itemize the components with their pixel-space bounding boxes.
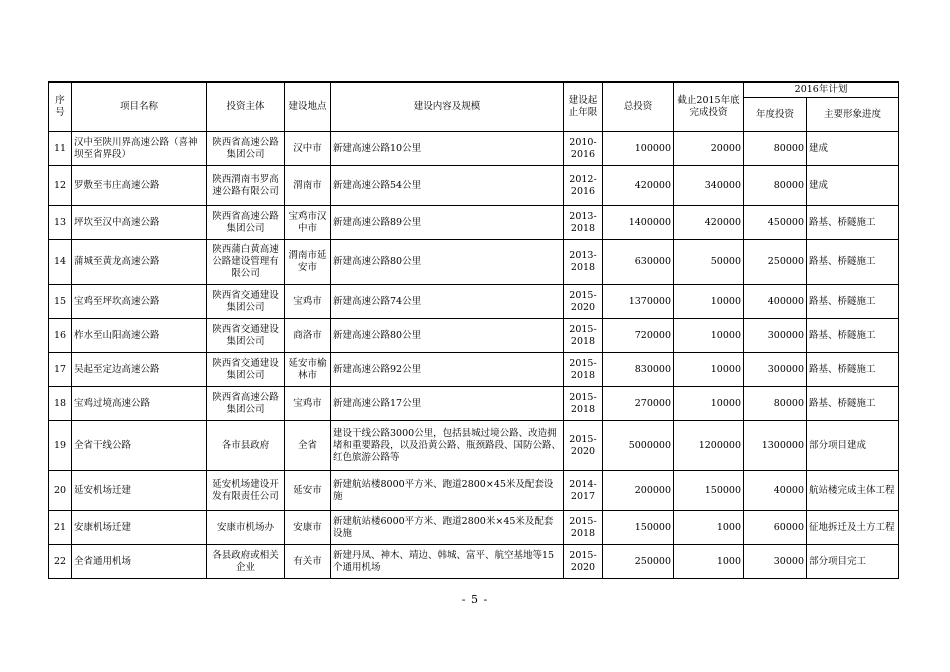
cell-total-investment: 1370000: [603, 285, 674, 319]
cell-annual-investment: 1300000: [744, 421, 807, 471]
cell-completed-investment: 1000: [674, 511, 744, 545]
cell-project-name: 吴起至定边高速公路: [72, 353, 207, 387]
table-row: [49, 511, 899, 545]
cell-period: 2015-2020: [564, 285, 603, 319]
cell-investor: 陕西蒲白黄高速公路建设管理有限公司: [207, 240, 285, 285]
cell-progress: 部分项目完工: [807, 545, 899, 579]
cell-annual-investment: 400000: [744, 285, 807, 319]
cell-content: 新建高速公路80公里: [331, 319, 564, 353]
cell-completed-investment: 10000: [674, 353, 744, 387]
cell-investor: 陕西省交通建设集团公司: [207, 319, 285, 353]
cell-total-investment: 150000: [603, 511, 674, 545]
cell-seq: 16: [49, 319, 72, 353]
cell-location: 宝鸡市汉中市: [285, 206, 331, 240]
cell-annual-investment: 450000: [744, 206, 807, 240]
cell-completed-investment: 1000: [674, 545, 744, 579]
cell-content: 新建高速公路80公里: [331, 240, 564, 285]
cell-project-name: 宝鸡至坪坎高速公路: [72, 285, 207, 319]
cell-location: 延安市榆林市: [285, 353, 331, 387]
cell-annual-investment: 40000: [744, 471, 807, 511]
cell-seq: 11: [49, 132, 72, 166]
cell-progress: 建成: [807, 132, 899, 166]
cell-project-name: 汉中至陕川界高速公路（喜神坝至省界段）: [72, 132, 207, 166]
cell-location: 宝鸡市: [285, 387, 331, 421]
cell-completed-investment: 420000: [674, 206, 744, 240]
cell-seq: 19: [49, 421, 72, 471]
cell-seq: 17: [49, 353, 72, 387]
cell-completed-investment: 10000: [674, 387, 744, 421]
cell-location: 商洛市: [285, 319, 331, 353]
header-plan-2016: 2016年计划: [744, 82, 899, 98]
cell-investor: 安康市机场办: [207, 511, 285, 545]
cell-content: 新建高速公路54公里: [331, 166, 564, 206]
cell-annual-investment: 60000: [744, 511, 807, 545]
cell-total-investment: 830000: [603, 353, 674, 387]
header-location: 建设地点: [285, 82, 331, 132]
header-total: 总投资: [603, 82, 674, 132]
cell-period: 2015-2020: [564, 421, 603, 471]
cell-progress: 路基、桥隧施工: [807, 285, 899, 319]
cell-completed-investment: 1200000: [674, 421, 744, 471]
cell-completed-investment: 20000: [674, 132, 744, 166]
cell-total-investment: 420000: [603, 166, 674, 206]
cell-annual-investment: 30000: [744, 545, 807, 579]
cell-investor: 延安机场建设开发有限责任公司: [207, 471, 285, 511]
cell-total-investment: 100000: [603, 132, 674, 166]
cell-content: 新建高速公路92公里: [331, 353, 564, 387]
cell-seq: 12: [49, 166, 72, 206]
cell-location: 宝鸡市: [285, 285, 331, 319]
cell-seq: 14: [49, 240, 72, 285]
cell-progress: 路基、桥隧施工: [807, 387, 899, 421]
cell-location: 安康市: [285, 511, 331, 545]
cell-content: 新建丹凤、神木、靖边、韩城、富平、航空基地等15个通用机场: [331, 545, 564, 579]
cell-investor: 陕西渭南韦罗高速公路有限公司: [207, 166, 285, 206]
cell-content: 建设干线公路3000公里，包括县城过境公路、改造拥堵和重要路段，以及沿黄公路、瓶颈路段、国防公路、红色旅游公路等: [331, 421, 564, 471]
header-investor: 投资主体: [207, 82, 285, 132]
table-row: [49, 319, 899, 353]
table-row: [49, 240, 899, 285]
cell-seq: 22: [49, 545, 72, 579]
table-row: [49, 285, 899, 319]
table-row: [49, 471, 899, 511]
cell-location: 渭南市: [285, 166, 331, 206]
page-number: - 5 -: [461, 593, 489, 606]
header-name: 项目名称: [72, 82, 207, 132]
table-row: [49, 353, 899, 387]
cell-period: 2013-2018: [564, 206, 603, 240]
cell-period: 2015-2018: [564, 319, 603, 353]
header-progress: 主要形象进度: [807, 98, 899, 132]
header-seq: 序号: [49, 82, 72, 132]
cell-period: 2015-2020: [564, 545, 603, 579]
table-row: [49, 166, 899, 206]
cell-location: 汉中市: [285, 132, 331, 166]
cell-project-name: 安康机场迁建: [72, 511, 207, 545]
cell-progress: 建成: [807, 166, 899, 206]
cell-seq: 21: [49, 511, 72, 545]
cell-progress: 路基、桥隧施工: [807, 240, 899, 285]
cell-period: 2014-2017: [564, 471, 603, 511]
cell-content: 新建航站楼6000平方米、跑道2800米×45米及配套设施: [331, 511, 564, 545]
cell-content: 新建高速公路10公里: [331, 132, 564, 166]
cell-project-name: 全省干线公路: [72, 421, 207, 471]
cell-content: 新建高速公路74公里: [331, 285, 564, 319]
cell-investor: 陕西省高速公路集团公司: [207, 206, 285, 240]
cell-period: 2015-2018: [564, 387, 603, 421]
cell-project-name: 坪坎至汉中高速公路: [72, 206, 207, 240]
cell-completed-investment: 10000: [674, 319, 744, 353]
cell-investor: 各市县政府: [207, 421, 285, 471]
cell-annual-investment: 250000: [744, 240, 807, 285]
header-annual: 年度投资: [744, 98, 807, 132]
table-row: [49, 206, 899, 240]
table-row: [49, 387, 899, 421]
cell-annual-investment: 80000: [744, 387, 807, 421]
table-row: [49, 132, 899, 166]
cell-progress: 路基、桥隧施工: [807, 353, 899, 387]
cell-completed-investment: 340000: [674, 166, 744, 206]
cell-completed-investment: 10000: [674, 285, 744, 319]
cell-investor: 各县政府或相关企业: [207, 545, 285, 579]
cell-progress: 路基、桥隧施工: [807, 206, 899, 240]
cell-seq: 18: [49, 387, 72, 421]
cell-period: 2013-2018: [564, 240, 603, 285]
cell-content: 新建航站楼8000平方米、跑道2800×45米及配套设施: [331, 471, 564, 511]
cell-investor: 陕西省高速公路集团公司: [207, 387, 285, 421]
cell-period: 2015-2018: [564, 353, 603, 387]
cell-annual-investment: 300000: [744, 319, 807, 353]
cell-project-name: 全省通用机场: [72, 545, 207, 579]
cell-total-investment: 5000000: [603, 421, 674, 471]
cell-total-investment: 200000: [603, 471, 674, 511]
cell-project-name: 延安机场迁建: [72, 471, 207, 511]
cell-progress: 征地拆迁及土方工程: [807, 511, 899, 545]
cell-period: 2012-2016: [564, 166, 603, 206]
cell-project-name: 宝鸡过境高速公路: [72, 387, 207, 421]
cell-investor: 陕西省高速公路集团公司: [207, 132, 285, 166]
cell-location: 全省: [285, 421, 331, 471]
cell-seq: 15: [49, 285, 72, 319]
table-row: [49, 421, 899, 471]
header-content: 建设内容及规模: [331, 82, 564, 132]
cell-total-investment: 270000: [603, 387, 674, 421]
header-completed: 截止2015年底完成投资: [674, 82, 744, 132]
cell-total-investment: 1400000: [603, 206, 674, 240]
cell-project-name: 柞水至山阳高速公路: [72, 319, 207, 353]
cell-annual-investment: 80000: [744, 166, 807, 206]
cell-progress: 航站楼完成主体工程: [807, 471, 899, 511]
cell-investor: 陕西省交通建设集团公司: [207, 285, 285, 319]
cell-total-investment: 250000: [603, 545, 674, 579]
cell-completed-investment: 50000: [674, 240, 744, 285]
cell-period: 2015-2018: [564, 511, 603, 545]
header-period: 建设起止年限: [564, 82, 603, 132]
cell-investor: 陕西省交通建设集团公司: [207, 353, 285, 387]
cell-total-investment: 630000: [603, 240, 674, 285]
cell-annual-investment: 300000: [744, 353, 807, 387]
cell-progress: 路基、桥隧施工: [807, 319, 899, 353]
cell-period: 2010-2016: [564, 132, 603, 166]
cell-project-name: 蒲城至黄龙高速公路: [72, 240, 207, 285]
cell-completed-investment: 150000: [674, 471, 744, 511]
project-table: [48, 81, 899, 579]
cell-location: 有关市: [285, 545, 331, 579]
cell-content: 新建高速公路89公里: [331, 206, 564, 240]
table-row: [49, 545, 899, 579]
cell-seq: 20: [49, 471, 72, 511]
cell-content: 新建高速公路17公里: [331, 387, 564, 421]
cell-progress: 部分项目建成: [807, 421, 899, 471]
table-body: [49, 132, 899, 579]
cell-seq: 13: [49, 206, 72, 240]
cell-annual-investment: 80000: [744, 132, 807, 166]
cell-total-investment: 720000: [603, 319, 674, 353]
cell-project-name: 罗敷至韦庄高速公路: [72, 166, 207, 206]
cell-location: 延安市: [285, 471, 331, 511]
cell-location: 渭南市延安市: [285, 240, 331, 285]
